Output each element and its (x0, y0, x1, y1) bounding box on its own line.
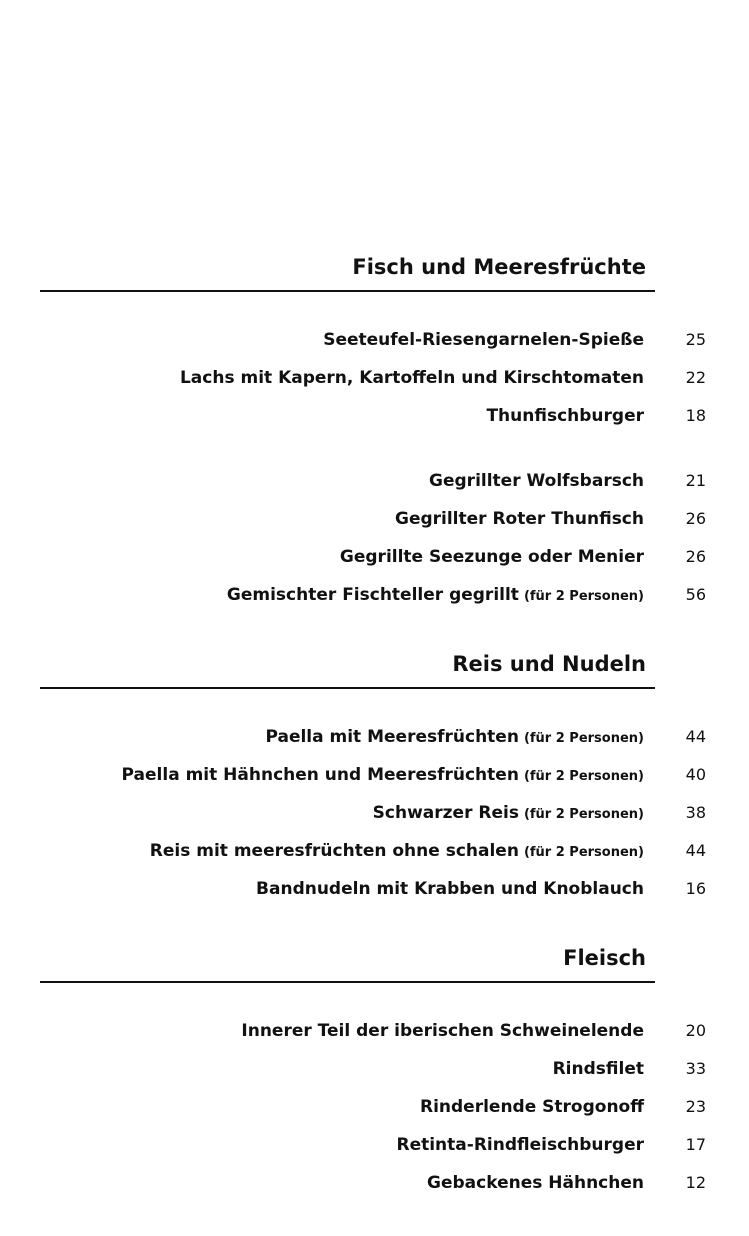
item-name: Schwarzer Reis (für 2 Personen) (372, 803, 644, 823)
item-price: 17 (685, 1135, 706, 1154)
item-name: Reis mit meeresfrüchten ohne schalen (für 2 Personen) (149, 841, 644, 861)
menu-item (40, 877, 709, 901)
item-price: 16 (685, 879, 706, 898)
menu-item (40, 366, 709, 390)
item-note: (für 2 Personen) (523, 845, 644, 860)
item-note: (für 2 Personen) (523, 589, 644, 604)
item-price: 21 (685, 471, 706, 490)
menu-item (40, 328, 709, 352)
item-note: (für 2 Personen) (523, 769, 644, 784)
item-name: Paella mit Meeresfrüchten (für 2 Personen) (265, 727, 644, 747)
item-note: (für 2 Personen) (523, 731, 644, 746)
section-meat (40, 945, 655, 983)
section-fish (40, 254, 655, 292)
item-price: 44 (685, 841, 706, 860)
item-price: 56 (685, 585, 706, 604)
item-name: Gegrillter Wolfsbarsch (429, 471, 644, 491)
item-price: 22 (685, 368, 706, 387)
menu-item (40, 1171, 709, 1195)
item-price: 44 (685, 727, 706, 746)
item-name: Gemischter Fischteller gegrillt (für 2 Personen) (226, 585, 644, 605)
section-divider (40, 290, 655, 292)
item-name: Rindsfilet (552, 1059, 644, 1079)
item-price: 23 (685, 1097, 706, 1116)
item-price: 12 (685, 1173, 706, 1192)
menu-item (40, 1057, 709, 1081)
item-name: Thunfischburger (486, 406, 644, 426)
menu-item (40, 839, 709, 863)
item-name: Gegrillte Seezunge oder Menier (339, 547, 644, 567)
item-price: 26 (685, 509, 706, 528)
item-price: 40 (685, 765, 706, 784)
item-price: 25 (685, 330, 706, 349)
menu-item (40, 1095, 709, 1119)
section-rice-pasta (40, 651, 655, 689)
section-divider (40, 687, 655, 689)
menu-item (40, 545, 709, 569)
menu-item (40, 583, 709, 607)
menu-item (40, 404, 709, 428)
item-name: Retinta-Rindfleischburger (396, 1135, 644, 1155)
item-name: Gegrillter Roter Thunfisch (394, 509, 644, 529)
menu-item (40, 469, 709, 493)
item-name: Lachs mit Kapern, Kartoffeln und Kirschtomaten (179, 368, 644, 388)
menu-item (40, 725, 709, 749)
menu-item (40, 1133, 709, 1157)
item-price: 26 (685, 547, 706, 566)
section-title: Fisch und Meeresfrüchte (352, 255, 646, 279)
menu-item (40, 507, 709, 531)
item-name: Innerer Teil der iberischen Schweinelende (241, 1021, 644, 1041)
item-price: 33 (685, 1059, 706, 1078)
section-divider (40, 981, 655, 983)
item-price: 18 (685, 406, 706, 425)
item-name: Paella mit Hähnchen und Meeresfrüchten (für 2 Personen) (121, 765, 644, 785)
menu-item (40, 1019, 709, 1043)
item-note: (für 2 Personen) (523, 807, 644, 822)
item-name: Seeteufel-Riesengarnelen-Spieße (323, 330, 644, 350)
section-title: Reis und Nudeln (452, 652, 646, 676)
menu-item (40, 801, 709, 825)
section-title: Fleisch (563, 946, 646, 970)
item-price: 20 (685, 1021, 706, 1040)
item-price: 38 (685, 803, 706, 822)
item-name: Rinderlende Strogonoff (419, 1097, 644, 1117)
menu-item (40, 763, 709, 787)
item-name: Gebackenes Hähnchen (427, 1173, 644, 1193)
item-name: Bandnudeln mit Krabben und Knoblauch (256, 879, 644, 899)
